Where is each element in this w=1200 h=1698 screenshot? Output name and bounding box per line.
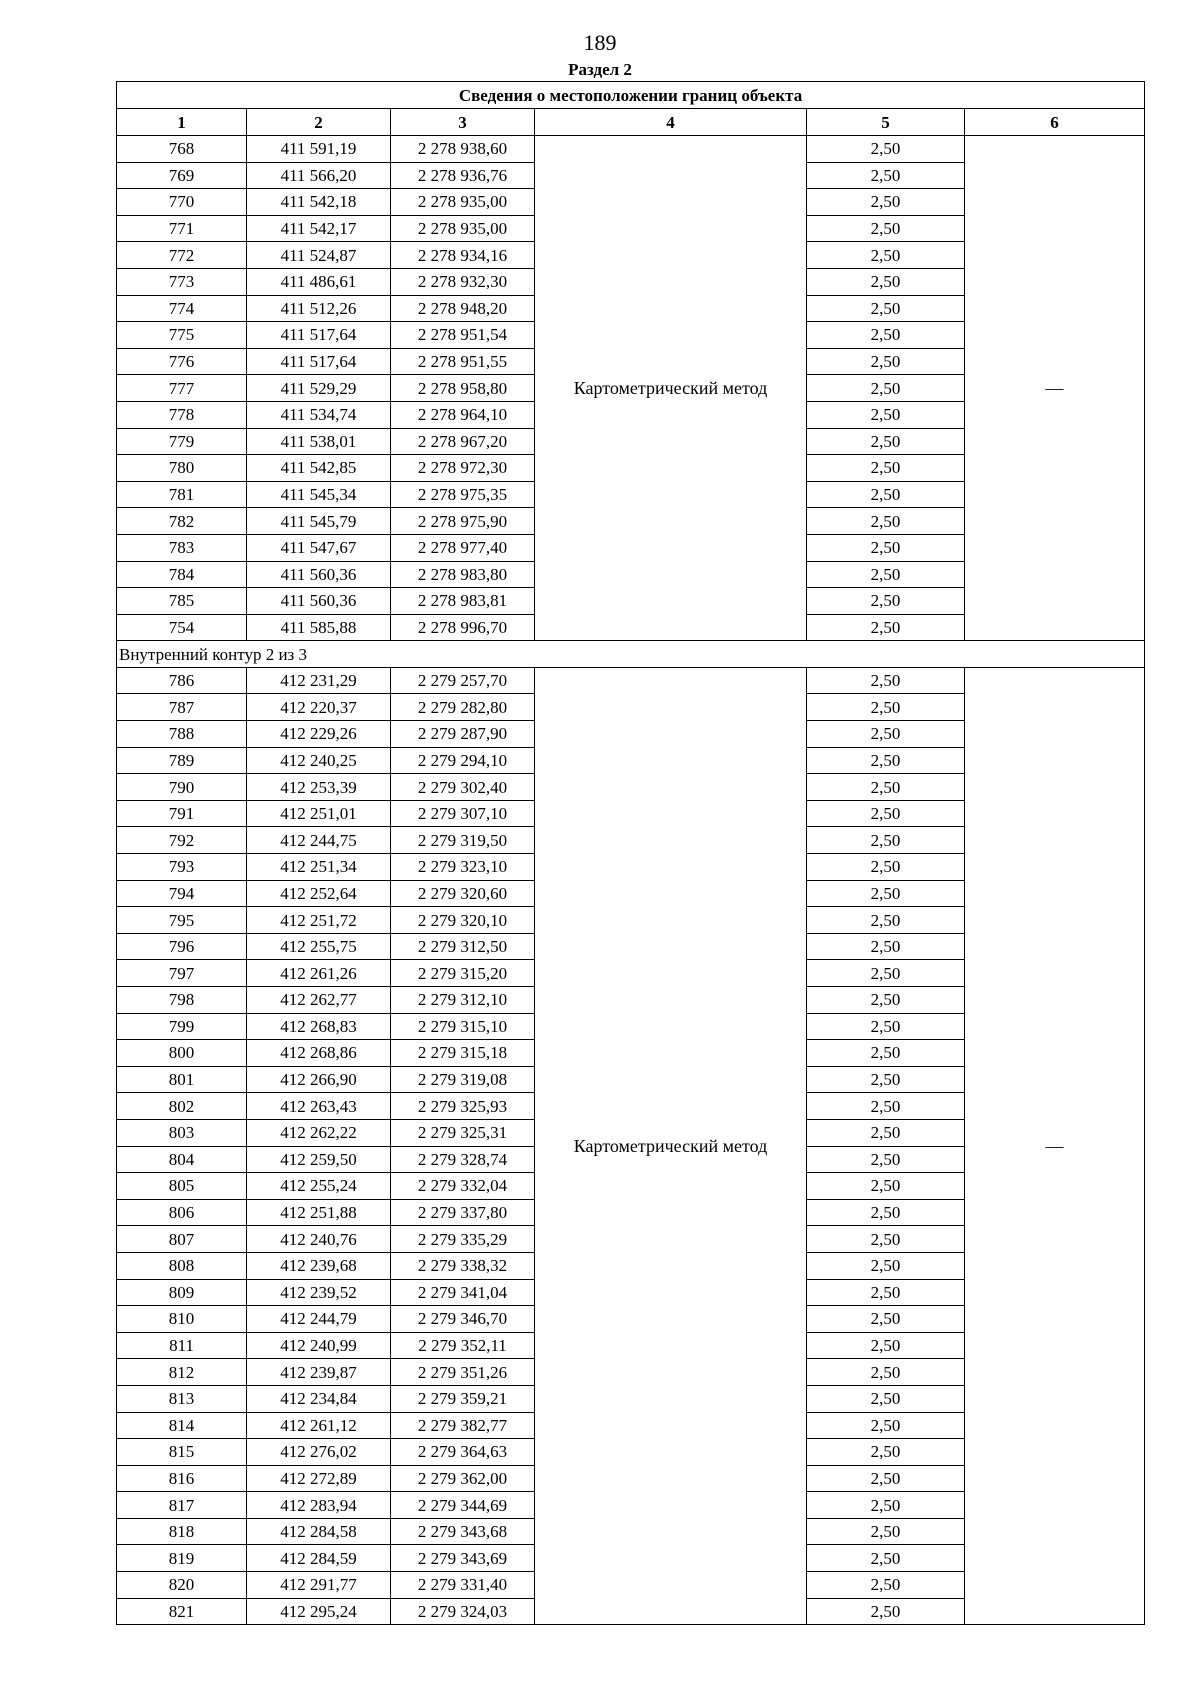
table-row [117, 136, 1145, 163]
y-coordinate-cell: 2 278 983,80 [391, 561, 535, 588]
y-coordinate-cell: 2 278 967,20 [391, 428, 535, 455]
precision-cell: 2,50 [807, 747, 965, 774]
y-coordinate-cell: 2 279 346,70 [391, 1306, 535, 1333]
precision-cell: 2,50 [807, 1306, 965, 1333]
contour-subheading: Внутренний контур 2 из 3 [117, 641, 1145, 668]
x-coordinate-cell: 411 545,79 [247, 508, 391, 535]
x-coordinate-cell: 412 251,72 [247, 907, 391, 934]
x-coordinate-cell: 412 240,76 [247, 1226, 391, 1253]
point-number-cell: 798 [117, 987, 247, 1014]
point-number-cell: 780 [117, 455, 247, 482]
point-number-cell: 782 [117, 508, 247, 535]
precision-cell: 2,50 [807, 1518, 965, 1545]
precision-cell: 2,50 [807, 136, 965, 163]
y-coordinate-cell: 2 279 352,11 [391, 1332, 535, 1359]
x-coordinate-cell: 412 263,43 [247, 1093, 391, 1120]
x-coordinate-cell: 411 524,87 [247, 242, 391, 269]
y-coordinate-cell: 2 278 934,16 [391, 242, 535, 269]
y-coordinate-cell: 2 279 332,04 [391, 1173, 535, 1200]
y-coordinate-cell: 2 279 325,31 [391, 1119, 535, 1146]
point-number-cell: 813 [117, 1385, 247, 1412]
table-row [117, 667, 1145, 694]
y-coordinate-cell: 2 279 325,93 [391, 1093, 535, 1120]
point-number-cell: 810 [117, 1306, 247, 1333]
x-coordinate-cell: 411 517,64 [247, 322, 391, 349]
point-number-cell: 769 [117, 162, 247, 189]
precision-cell: 2,50 [807, 1465, 965, 1492]
precision-cell: 2,50 [807, 1173, 965, 1200]
x-coordinate-cell: 412 261,12 [247, 1412, 391, 1439]
y-coordinate-cell: 2 279 287,90 [391, 721, 535, 748]
precision-cell: 2,50 [807, 1093, 965, 1120]
x-coordinate-cell: 412 239,52 [247, 1279, 391, 1306]
precision-cell: 2,50 [807, 667, 965, 694]
point-number-cell: 774 [117, 295, 247, 322]
y-coordinate-cell: 2 279 320,10 [391, 907, 535, 934]
y-coordinate-cell: 2 279 341,04 [391, 1279, 535, 1306]
precision-cell: 2,50 [807, 827, 965, 854]
x-coordinate-cell: 412 259,50 [247, 1146, 391, 1173]
point-number-cell: 800 [117, 1040, 247, 1067]
point-number-cell: 779 [117, 428, 247, 455]
precision-cell: 2,50 [807, 694, 965, 721]
precision-cell: 2,50 [807, 588, 965, 615]
point-number-cell: 820 [117, 1572, 247, 1599]
precision-cell: 2,50 [807, 375, 965, 402]
precision-cell: 2,50 [807, 1146, 965, 1173]
x-coordinate-cell: 411 542,18 [247, 189, 391, 216]
x-coordinate-cell: 412 240,99 [247, 1332, 391, 1359]
y-coordinate-cell: 2 279 315,18 [391, 1040, 535, 1067]
x-coordinate-cell: 411 585,88 [247, 614, 391, 641]
point-number-cell: 797 [117, 960, 247, 987]
y-coordinate-cell: 2 279 312,50 [391, 933, 535, 960]
y-coordinate-cell: 2 279 319,50 [391, 827, 535, 854]
page-number: 189 [583, 30, 617, 55]
point-number-cell: 802 [117, 1093, 247, 1120]
x-coordinate-cell: 411 517,64 [247, 348, 391, 375]
x-coordinate-cell: 412 284,58 [247, 1518, 391, 1545]
point-number-cell: 808 [117, 1252, 247, 1279]
contour-subheading-row [117, 641, 1145, 668]
point-number-cell: 812 [117, 1359, 247, 1386]
y-coordinate-cell: 2 278 972,30 [391, 455, 535, 482]
precision-cell: 2,50 [807, 1199, 965, 1226]
x-coordinate-cell: 412 244,75 [247, 827, 391, 854]
y-coordinate-cell: 2 279 257,70 [391, 667, 535, 694]
point-number-cell: 768 [117, 136, 247, 163]
x-coordinate-cell: 411 529,29 [247, 375, 391, 402]
y-coordinate-cell: 2 279 307,10 [391, 800, 535, 827]
y-coordinate-cell: 2 279 335,29 [391, 1226, 535, 1253]
x-coordinate-cell: 411 542,17 [247, 215, 391, 242]
x-coordinate-cell: 412 266,90 [247, 1066, 391, 1093]
point-number-cell: 789 [117, 747, 247, 774]
column-number: 6 [965, 109, 1145, 136]
point-number-cell: 821 [117, 1598, 247, 1625]
y-coordinate-cell: 2 278 935,00 [391, 189, 535, 216]
y-coordinate-cell: 2 279 294,10 [391, 747, 535, 774]
point-number-cell: 777 [117, 375, 247, 402]
point-number-cell: 807 [117, 1226, 247, 1253]
point-number-cell: 776 [117, 348, 247, 375]
precision-cell: 2,50 [807, 508, 965, 535]
point-number-cell: 781 [117, 481, 247, 508]
point-number-cell: 815 [117, 1439, 247, 1466]
x-coordinate-cell: 412 272,89 [247, 1465, 391, 1492]
table-body [117, 82, 1145, 1625]
y-coordinate-cell: 2 279 331,40 [391, 1572, 535, 1599]
precision-cell: 2,50 [807, 907, 965, 934]
x-coordinate-cell: 412 261,26 [247, 960, 391, 987]
y-coordinate-cell: 2 279 324,03 [391, 1598, 535, 1625]
x-coordinate-cell: 412 229,26 [247, 721, 391, 748]
precision-cell: 2,50 [807, 1040, 965, 1067]
precision-cell: 2,50 [807, 481, 965, 508]
point-number-cell: 804 [117, 1146, 247, 1173]
point-number-cell: 784 [117, 561, 247, 588]
y-coordinate-cell: 2 279 337,80 [391, 1199, 535, 1226]
point-number-cell: 790 [117, 774, 247, 801]
point-number-cell: 809 [117, 1279, 247, 1306]
point-number-cell: 816 [117, 1465, 247, 1492]
x-coordinate-cell: 412 240,25 [247, 747, 391, 774]
point-number-cell: 794 [117, 880, 247, 907]
x-coordinate-cell: 412 262,22 [247, 1119, 391, 1146]
y-coordinate-cell: 2 279 282,80 [391, 694, 535, 721]
precision-cell: 2,50 [807, 1598, 965, 1625]
precision-cell: 2,50 [807, 455, 965, 482]
point-number-cell: 783 [117, 534, 247, 561]
y-coordinate-cell: 2 279 320,60 [391, 880, 535, 907]
y-coordinate-cell: 2 278 964,10 [391, 401, 535, 428]
precision-cell: 2,50 [807, 1066, 965, 1093]
x-coordinate-cell: 412 262,77 [247, 987, 391, 1014]
point-number-cell: 775 [117, 322, 247, 349]
point-number-cell: 785 [117, 588, 247, 615]
y-coordinate-cell: 2 279 382,77 [391, 1412, 535, 1439]
precision-cell: 2,50 [807, 1252, 965, 1279]
x-coordinate-cell: 412 295,24 [247, 1598, 391, 1625]
y-coordinate-cell: 2 279 319,08 [391, 1066, 535, 1093]
point-number-cell: 754 [117, 614, 247, 641]
point-number-cell: 803 [117, 1119, 247, 1146]
y-coordinate-cell: 2 279 328,74 [391, 1146, 535, 1173]
x-coordinate-cell: 412 284,59 [247, 1545, 391, 1572]
y-coordinate-cell: 2 279 344,69 [391, 1492, 535, 1519]
x-coordinate-cell: 411 538,01 [247, 428, 391, 455]
column-number: 1 [117, 109, 247, 136]
x-coordinate-cell: 411 534,74 [247, 401, 391, 428]
column-number: 5 [807, 109, 965, 136]
point-number-cell: 778 [117, 401, 247, 428]
precision-cell: 2,50 [807, 987, 965, 1014]
point-number-cell: 819 [117, 1545, 247, 1572]
precision-cell: 2,50 [807, 401, 965, 428]
y-coordinate-cell: 2 278 938,60 [391, 136, 535, 163]
table-caption: Сведения о местоположении границ объекта [117, 82, 1145, 109]
y-coordinate-cell: 2 279 338,32 [391, 1252, 535, 1279]
precision-cell: 2,50 [807, 721, 965, 748]
precision-cell: 2,50 [807, 561, 965, 588]
y-coordinate-cell: 2 278 975,90 [391, 508, 535, 535]
precision-cell: 2,50 [807, 1332, 965, 1359]
x-coordinate-cell: 412 239,87 [247, 1359, 391, 1386]
x-coordinate-cell: 412 291,77 [247, 1572, 391, 1599]
point-number-cell: 770 [117, 189, 247, 216]
point-number-cell: 814 [117, 1412, 247, 1439]
point-number-cell: 795 [117, 907, 247, 934]
y-coordinate-cell: 2 279 359,21 [391, 1385, 535, 1412]
x-coordinate-cell: 411 545,34 [247, 481, 391, 508]
x-coordinate-cell: 412 220,37 [247, 694, 391, 721]
y-coordinate-cell: 2 279 323,10 [391, 854, 535, 881]
column-6-cell: — [965, 667, 1145, 1624]
x-coordinate-cell: 412 268,83 [247, 1013, 391, 1040]
x-coordinate-cell: 412 251,01 [247, 800, 391, 827]
precision-cell: 2,50 [807, 428, 965, 455]
precision-cell: 2,50 [807, 960, 965, 987]
point-number-cell: 773 [117, 268, 247, 295]
column-number-row [117, 109, 1145, 136]
y-coordinate-cell: 2 279 312,10 [391, 987, 535, 1014]
y-coordinate-cell: 2 278 977,40 [391, 534, 535, 561]
precision-cell: 2,50 [807, 800, 965, 827]
point-number-cell: 818 [117, 1518, 247, 1545]
x-coordinate-cell: 411 486,61 [247, 268, 391, 295]
point-number-cell: 806 [117, 1199, 247, 1226]
x-coordinate-cell: 412 239,68 [247, 1252, 391, 1279]
column-number: 4 [535, 109, 807, 136]
x-coordinate-cell: 411 547,67 [247, 534, 391, 561]
point-number-cell: 811 [117, 1332, 247, 1359]
x-coordinate-cell: 412 283,94 [247, 1492, 391, 1519]
x-coordinate-cell: 411 542,85 [247, 455, 391, 482]
point-number-cell: 788 [117, 721, 247, 748]
point-number-cell: 792 [117, 827, 247, 854]
precision-cell: 2,50 [807, 534, 965, 561]
precision-cell: 2,50 [807, 1439, 965, 1466]
point-number-cell: 793 [117, 854, 247, 881]
x-coordinate-cell: 411 512,26 [247, 295, 391, 322]
x-coordinate-cell: 412 251,88 [247, 1199, 391, 1226]
y-coordinate-cell: 2 279 343,68 [391, 1518, 535, 1545]
precision-cell: 2,50 [807, 268, 965, 295]
section-title: Раздел 2 [568, 60, 632, 79]
method-cell: Картометрический метод [535, 667, 807, 1624]
y-coordinate-cell: 2 278 983,81 [391, 588, 535, 615]
y-coordinate-cell: 2 279 364,63 [391, 1439, 535, 1466]
precision-cell: 2,50 [807, 880, 965, 907]
y-coordinate-cell: 2 279 362,00 [391, 1465, 535, 1492]
precision-cell: 2,50 [807, 242, 965, 269]
point-number-cell: 772 [117, 242, 247, 269]
y-coordinate-cell: 2 279 315,10 [391, 1013, 535, 1040]
x-coordinate-cell: 412 253,39 [247, 774, 391, 801]
y-coordinate-cell: 2 279 343,69 [391, 1545, 535, 1572]
y-coordinate-cell: 2 278 975,35 [391, 481, 535, 508]
point-number-cell: 787 [117, 694, 247, 721]
precision-cell: 2,50 [807, 1279, 965, 1306]
precision-cell: 2,50 [807, 614, 965, 641]
y-coordinate-cell: 2 279 351,26 [391, 1359, 535, 1386]
x-coordinate-cell: 412 255,75 [247, 933, 391, 960]
x-coordinate-cell: 412 255,24 [247, 1173, 391, 1200]
y-coordinate-cell: 2 278 951,54 [391, 322, 535, 349]
coordinates-table [116, 81, 1145, 1625]
precision-cell: 2,50 [807, 1492, 965, 1519]
column-number: 3 [391, 109, 535, 136]
x-coordinate-cell: 412 231,29 [247, 667, 391, 694]
x-coordinate-cell: 412 244,79 [247, 1306, 391, 1333]
precision-cell: 2,50 [807, 1545, 965, 1572]
precision-cell: 2,50 [807, 189, 965, 216]
precision-cell: 2,50 [807, 1226, 965, 1253]
y-coordinate-cell: 2 279 302,40 [391, 774, 535, 801]
x-coordinate-cell: 411 560,36 [247, 588, 391, 615]
x-coordinate-cell: 411 560,36 [247, 561, 391, 588]
x-coordinate-cell: 411 591,19 [247, 136, 391, 163]
y-coordinate-cell: 2 278 935,00 [391, 215, 535, 242]
precision-cell: 2,50 [807, 1119, 965, 1146]
y-coordinate-cell: 2 278 932,30 [391, 268, 535, 295]
x-coordinate-cell: 412 268,86 [247, 1040, 391, 1067]
point-number-cell: 801 [117, 1066, 247, 1093]
y-coordinate-cell: 2 278 948,20 [391, 295, 535, 322]
point-number-cell: 791 [117, 800, 247, 827]
x-coordinate-cell: 412 252,64 [247, 880, 391, 907]
precision-cell: 2,50 [807, 162, 965, 189]
precision-cell: 2,50 [807, 933, 965, 960]
x-coordinate-cell: 411 566,20 [247, 162, 391, 189]
precision-cell: 2,50 [807, 1385, 965, 1412]
table-caption-row [117, 82, 1145, 109]
precision-cell: 2,50 [807, 348, 965, 375]
x-coordinate-cell: 412 234,84 [247, 1385, 391, 1412]
precision-cell: 2,50 [807, 215, 965, 242]
precision-cell: 2,50 [807, 1013, 965, 1040]
x-coordinate-cell: 412 276,02 [247, 1439, 391, 1466]
precision-cell: 2,50 [807, 322, 965, 349]
precision-cell: 2,50 [807, 1359, 965, 1386]
point-number-cell: 796 [117, 933, 247, 960]
point-number-cell: 799 [117, 1013, 247, 1040]
precision-cell: 2,50 [807, 774, 965, 801]
column-number: 2 [247, 109, 391, 136]
precision-cell: 2,50 [807, 295, 965, 322]
y-coordinate-cell: 2 279 315,20 [391, 960, 535, 987]
point-number-cell: 817 [117, 1492, 247, 1519]
column-6-cell: — [965, 136, 1145, 641]
precision-cell: 2,50 [807, 854, 965, 881]
y-coordinate-cell: 2 278 996,70 [391, 614, 535, 641]
precision-cell: 2,50 [807, 1412, 965, 1439]
y-coordinate-cell: 2 278 958,80 [391, 375, 535, 402]
y-coordinate-cell: 2 278 951,55 [391, 348, 535, 375]
point-number-cell: 786 [117, 667, 247, 694]
method-cell: Картометрический метод [535, 136, 807, 641]
point-number-cell: 771 [117, 215, 247, 242]
precision-cell: 2,50 [807, 1572, 965, 1599]
x-coordinate-cell: 412 251,34 [247, 854, 391, 881]
point-number-cell: 805 [117, 1173, 247, 1200]
y-coordinate-cell: 2 278 936,76 [391, 162, 535, 189]
